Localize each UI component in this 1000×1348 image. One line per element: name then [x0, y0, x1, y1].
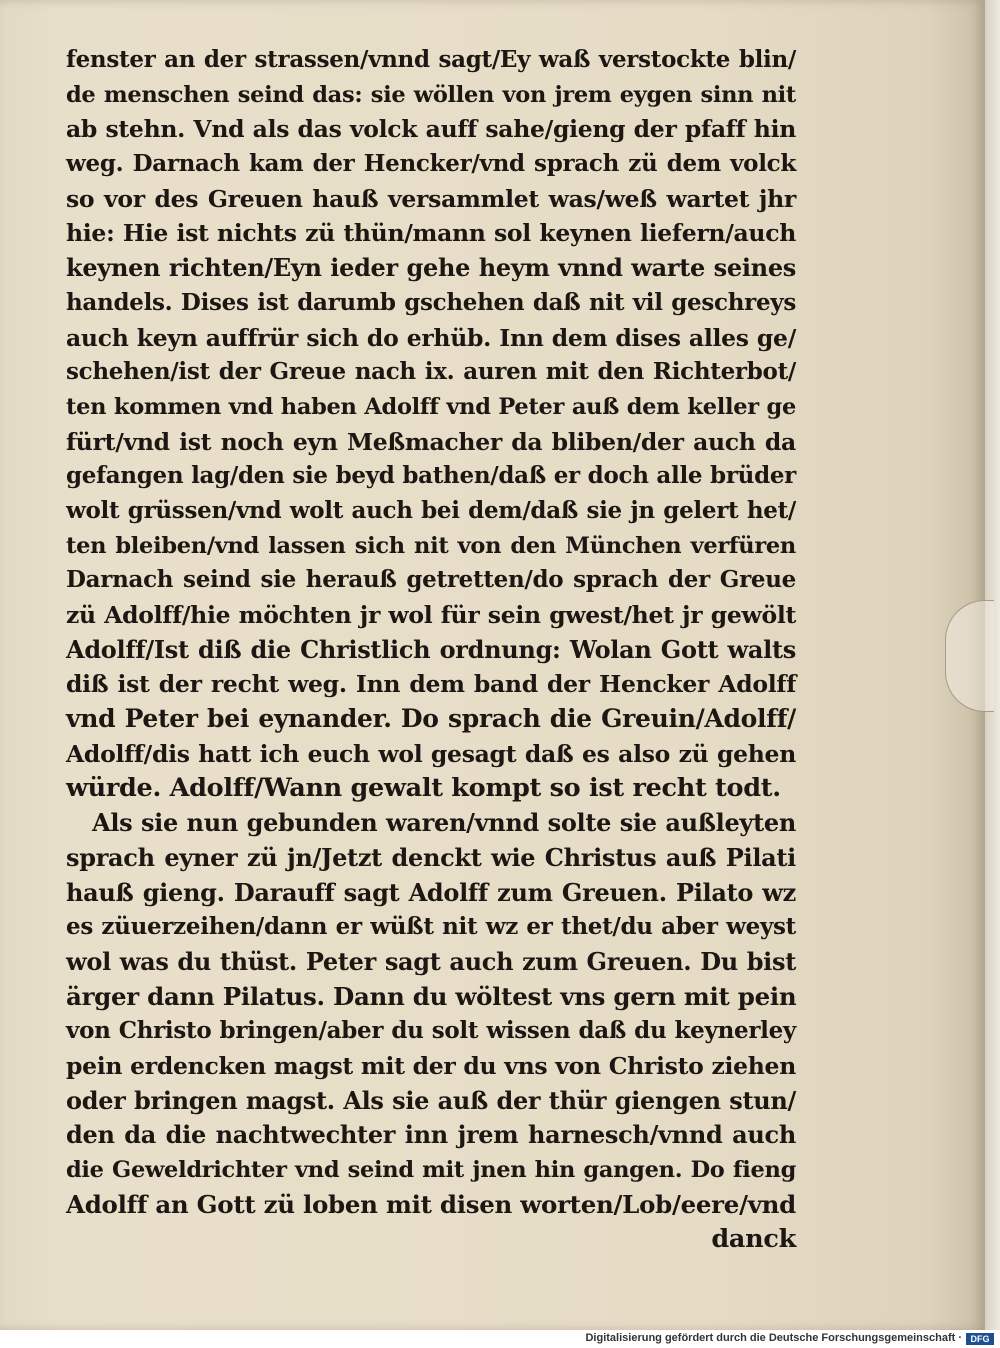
text-line: hie: Hie ist nichts zü thün/mann sol keynen liefern/auch: [66, 219, 796, 248]
text-line: vnd Peter bei eynander. Do sprach die Greuin/Adolff/: [66, 704, 796, 734]
text-line: fenster an der strassen/vnnd sagt/Ey waß verstockte blin/: [66, 46, 796, 73]
text-line: de menschen seind das: sie wöllen von jrem eygen sinn nit: [66, 81, 796, 108]
text-line: diß ist der recht weg. Inn dem band der Hencker Adolff: [66, 670, 796, 699]
blackletter-text-block: [66, 43, 796, 1257]
text-line: ten kommen vnd haben Adolff vnd Peter auß dem keller ge: [66, 393, 796, 420]
text-line: wol was du thüst. Peter sagt auch zum Greuen. Du bist: [66, 946, 796, 976]
text-line: ab stehn. Vnd als das volck auff sahe/gieng der pfaff hin: [66, 115, 796, 144]
text-line: oder bringen magst. Als sie auß der thür giengen stun/: [66, 1085, 796, 1115]
text-line: hauß gieng. Darauff sagt Adolff zum Greuen. Pilato wz: [66, 877, 796, 907]
catchword: danck: [711, 1224, 796, 1255]
text-line: auch keyn auffrür sich do erhüb. Inn dem dises alles ge/: [66, 323, 796, 352]
text-line: Adolff/dis hatt ich euch wol gesagt daß es also zü gehen: [66, 739, 796, 768]
text-line: von Christo bringen/aber du solt wissen daß du keynerley: [66, 1017, 796, 1045]
text-line: fürt/vnd ist noch eyn Meßmacher da bliben/der auch da: [66, 427, 796, 456]
text-line: ärger dann Pilatus. Dann du wöltest vns gern mit pein: [66, 981, 797, 1011]
text-line: handels. Dises ist darumb gschehen daß nit vil geschreys: [66, 288, 796, 316]
text-line: gefangen lag/den sie beyd bathen/daß er doch alle brüder: [66, 462, 796, 490]
funding-credit: Digitalisierung gefördert durch die Deutsche Forschungsgemeinschaft ·: [585, 1332, 962, 1344]
text-line: schehen/ist der Greue nach ix. auren mit den Richterbot/: [66, 358, 796, 386]
text-line: Adolff/Ist diß die Christlich ordnung: Wolan Gott walts: [66, 634, 796, 664]
text-line: Adolff an Gott zü loben mit disen worten/Lob/eere/vnd: [66, 1189, 796, 1219]
text-line: würde. Adolff/Wann gewalt kompt so ist recht todt.: [66, 773, 781, 804]
text-line: zü Adolff/hie möchten jr wol für sein gwest/het jr gewölt: [66, 601, 796, 629]
text-line: so vor des Greuen hauß versammlet was/weß wartet jhr: [66, 184, 796, 213]
dfg-logo: DFG: [966, 1333, 994, 1345]
text-line: keynen richten/Eyn ieder gehe heym vnnd warte seines: [66, 253, 796, 283]
text-line: ten bleiben/vnd lassen sich nit von den München verfüren: [66, 532, 796, 559]
text-line: den da die nachtwechter inn jrem harnesch/vnnd auch: [66, 1120, 796, 1150]
text-line: wolt grüssen/vnd wolt auch bei dem/daß sie jn gelert het/: [66, 496, 796, 524]
text-line: Als sie nun gebunden waren/vnnd solte sie außleyten: [92, 808, 796, 838]
page-tab-outline: [945, 600, 994, 712]
text-line: weg. Darnach kam der Hencker/vnd sprach zü dem volck: [66, 150, 796, 178]
text-line: die Geweldrichter vnd seind mit jnen hin gangen. Do fieng: [66, 1157, 796, 1183]
text-line: Darnach seind sie herauß getretten/do sprach der Greue: [66, 566, 796, 594]
footer-bar: [0, 1330, 1000, 1348]
text-line: sprach eyner zü jn/Jetzt denckt wie Christus auß Pilati: [66, 842, 796, 872]
text-line: es züuerzeihen/dann er wüßt nit wz er thet/du aber weyst: [66, 913, 796, 941]
text-line: pein erdencken magst mit der du vns von Christo ziehen: [66, 1051, 796, 1080]
